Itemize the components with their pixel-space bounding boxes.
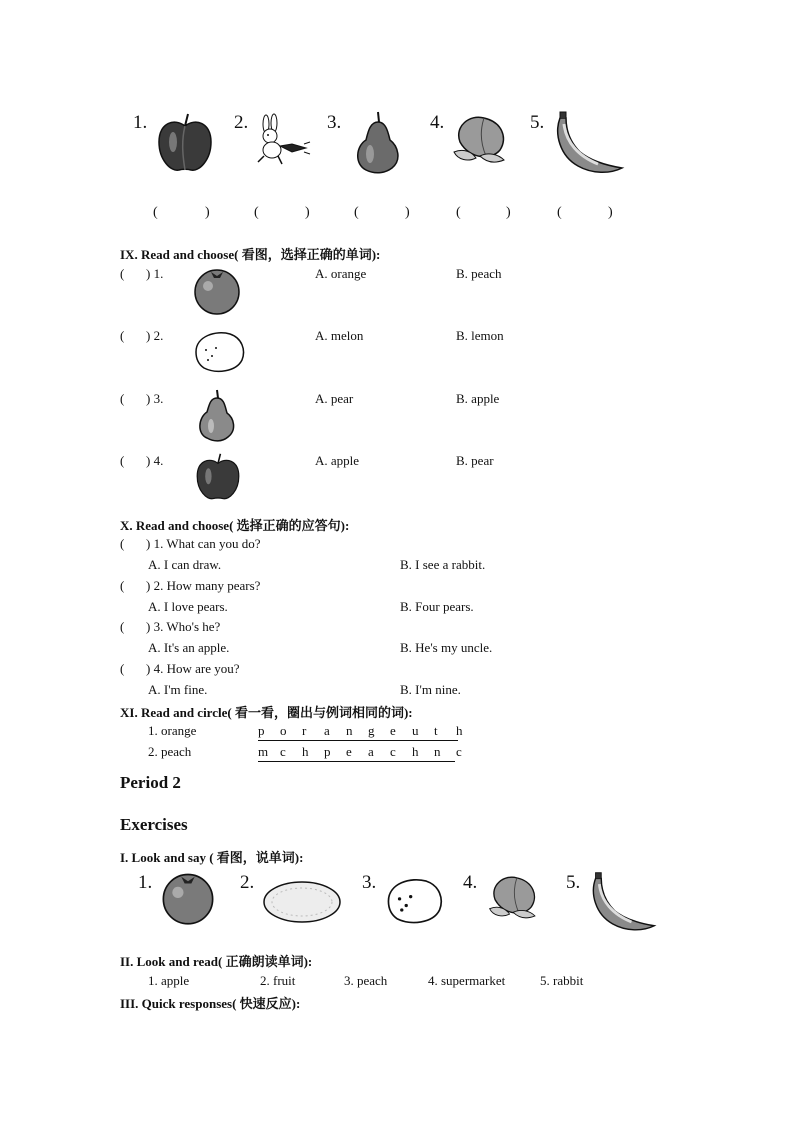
read-word-3: 3. peach xyxy=(344,973,388,988)
exercises-heading: Exercises xyxy=(120,815,188,834)
look-number-3: 3. xyxy=(362,872,377,893)
s11-word-1: 1. orange xyxy=(148,723,197,738)
look-number-1: 1. xyxy=(138,872,153,893)
letter: p xyxy=(258,723,265,738)
section-i-title: I. Look and say ( 看图，说单词): xyxy=(120,850,304,865)
answer-paren-open-1: ( xyxy=(153,205,158,220)
s9-item1-option-b: B. peach xyxy=(456,266,502,281)
s10-item4-question: ) 4. How are you? xyxy=(146,661,240,676)
melon-icon xyxy=(262,880,342,924)
letter: h xyxy=(456,723,463,738)
top-number-3: 3. xyxy=(327,112,342,133)
answer-paren-open-4: ( xyxy=(456,205,461,220)
lemon-icon xyxy=(384,874,444,926)
section-10-title: X. Read and choose( 选择正确的应答句): xyxy=(120,518,350,533)
top-number-5: 5. xyxy=(530,112,545,133)
letter: a xyxy=(368,744,374,759)
s9-item4-number: ) 4. xyxy=(146,453,164,468)
s9-item1-number: ) 1. xyxy=(146,266,164,281)
s10-item3-option-a: A. It's an apple. xyxy=(148,640,230,655)
pear-icon xyxy=(352,108,402,174)
read-word-2: 2. fruit xyxy=(260,973,296,988)
letter: o xyxy=(280,723,287,738)
letter: r xyxy=(302,723,307,738)
letter: h xyxy=(412,744,419,759)
orange-icon xyxy=(192,266,242,316)
letter: a xyxy=(324,723,330,738)
letter: e xyxy=(390,723,396,738)
answer-paren-open-2: ( xyxy=(254,205,259,220)
banana-icon xyxy=(588,872,658,936)
letter: n xyxy=(434,744,441,759)
s9-item3-option-a: A. pear xyxy=(315,391,354,406)
read-word-1: 1. apple xyxy=(148,973,190,988)
look-number-2: 2. xyxy=(240,872,255,893)
letter: e xyxy=(346,744,352,759)
letter: c xyxy=(456,744,462,759)
period-heading: Period 2 xyxy=(120,773,181,792)
read-word-5: 5. rabbit xyxy=(540,973,584,988)
answer-paren-close-2: ) xyxy=(305,205,310,220)
s10-item2-question: ) 2. How many pears? xyxy=(146,578,261,593)
section-9-title: IX. Read and choose( 看图，选择正确的单词): xyxy=(120,247,381,262)
letter: m xyxy=(258,744,269,759)
answer-paren-open-5: ( xyxy=(557,205,562,220)
apple-icon xyxy=(155,112,215,174)
s9-item3-option-b: B. apple xyxy=(456,391,500,406)
s10-item1-option-b: B. I see a rabbit. xyxy=(400,557,486,572)
s10-item3-question: ) 3. Who's he? xyxy=(146,619,221,634)
letter: n xyxy=(346,723,353,738)
top-number-2: 2. xyxy=(234,112,249,133)
answer-paren-close-4: ) xyxy=(506,205,511,220)
s10-item4-paren: ( xyxy=(120,661,125,676)
banana-icon xyxy=(552,112,626,178)
answer-paren-open-3: ( xyxy=(354,205,359,220)
s10-item2-option-a: A. I love pears. xyxy=(148,599,228,614)
s11-word-2: 2. peach xyxy=(148,744,192,759)
s10-item1-option-a: A. I can draw. xyxy=(148,557,222,572)
s10-item3-option-b: B. He's my uncle. xyxy=(400,640,493,655)
letter: g xyxy=(368,723,375,738)
peach-icon xyxy=(486,872,544,920)
letter: p xyxy=(324,744,331,759)
peach-icon xyxy=(450,112,514,164)
letter: h xyxy=(302,744,309,759)
s9-item4-paren: ( xyxy=(120,453,125,468)
answer-paren-close-3: ) xyxy=(405,205,410,220)
section-ii-title: II. Look and read( 正确朗读单词): xyxy=(120,954,313,969)
s10-item4-option-a: A. I'm fine. xyxy=(148,682,208,697)
read-word-4: 4. supermarket xyxy=(428,973,506,988)
look-number-5: 5. xyxy=(566,872,581,893)
s10-item4-option-b: B. I'm nine. xyxy=(400,682,461,697)
s9-item4-option-b: B. pear xyxy=(456,453,494,468)
s9-item1-option-a: A. orange xyxy=(315,266,367,281)
lemon-icon xyxy=(192,328,246,374)
letter: c xyxy=(280,744,286,759)
answer-paren-close-5: ) xyxy=(608,205,613,220)
s11-letter-row-2 xyxy=(258,744,462,762)
pear-icon xyxy=(195,388,237,442)
s10-item2-paren: ( xyxy=(120,578,125,593)
s9-item2-option-a: A. melon xyxy=(315,328,364,343)
s10-item2-option-b: B. Four pears. xyxy=(400,599,474,614)
answer-paren-close-1: ) xyxy=(205,205,210,220)
orange-icon xyxy=(160,870,216,926)
letter: c xyxy=(390,744,396,759)
rabbit-icon xyxy=(252,114,310,166)
letter: u xyxy=(412,723,419,738)
s9-item2-option-b: B. lemon xyxy=(456,328,504,343)
apple-icon xyxy=(194,452,242,502)
s11-letter-row-1 xyxy=(258,723,463,741)
top-number-1: 1. xyxy=(133,112,148,133)
look-number-4: 4. xyxy=(463,872,478,893)
s10-item3-paren: ( xyxy=(120,619,125,634)
section-11-title: XI. Read and circle( 看一看，圈出与例词相同的词): xyxy=(120,705,413,720)
s9-item3-number: ) 3. xyxy=(146,391,164,406)
s10-item1-paren: ( xyxy=(120,536,125,551)
s9-item1-paren: ( xyxy=(120,266,125,281)
s9-item4-option-a: A. apple xyxy=(315,453,360,468)
section-iii-title: III. Quick responses( 快速反应): xyxy=(120,996,301,1011)
letter: t xyxy=(434,723,438,738)
s10-item1-question: ) 1. What can you do? xyxy=(146,536,261,551)
s9-item2-paren: ( xyxy=(120,328,125,343)
s9-item2-number: ) 2. xyxy=(146,328,164,343)
s9-item3-paren: ( xyxy=(120,391,125,406)
top-number-4: 4. xyxy=(430,112,445,133)
